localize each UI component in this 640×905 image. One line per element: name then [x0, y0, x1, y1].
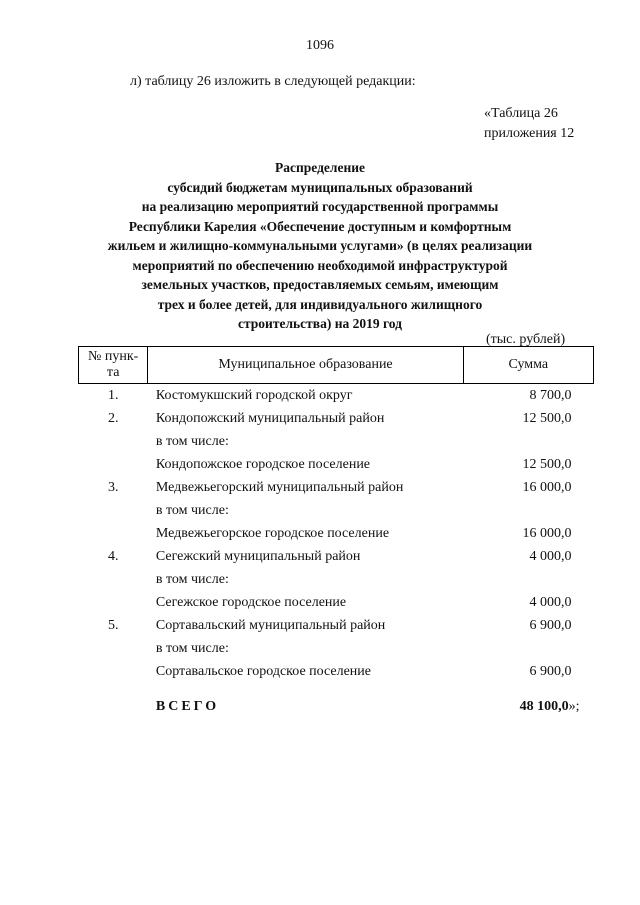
row-sum: 6 900,0 — [529, 617, 572, 633]
row-municipality: в том числе: — [155, 502, 229, 518]
row-number — [79, 430, 148, 453]
row-municipality: в том числе: — [155, 640, 229, 656]
table-row — [79, 568, 594, 591]
total-label-cell — [148, 695, 463, 718]
table-body — [79, 384, 594, 719]
row-sum: 6 900,0 — [529, 663, 572, 679]
table-row — [79, 660, 594, 683]
heading-line: жильем и жилищно-коммунальными услугами» (в целях реализации — [107, 238, 533, 253]
table-row — [79, 453, 594, 476]
table-row — [79, 522, 594, 545]
row-municipality: Кондопожское городское поселение — [155, 456, 371, 472]
row-municipality: Сортавальский муниципальный район — [155, 617, 386, 633]
row-sum: 4 000,0 — [529, 594, 572, 610]
table-row — [79, 476, 594, 499]
table-row — [79, 614, 594, 637]
header-number-line2: та — [106, 365, 120, 380]
row-number: 5. — [107, 617, 119, 633]
row-number — [79, 591, 148, 614]
row-sum: 12 500,0 — [522, 410, 572, 426]
row-number — [79, 637, 148, 660]
total-suffix: »; — [568, 698, 580, 714]
intro-text: л) таблицу 26 изложить в следующей редакции: — [130, 74, 416, 89]
row-municipality: Сортавальское городское поселение — [155, 663, 371, 679]
row-number: 4. — [107, 548, 119, 564]
units-label: (тыс. рублей) — [486, 332, 566, 347]
row-number — [79, 453, 148, 476]
spacer-row — [79, 683, 594, 695]
row-sum: 12 500,0 — [522, 456, 572, 472]
total-number — [79, 695, 148, 718]
header-number — [79, 347, 148, 384]
table-row — [79, 637, 594, 660]
row-sum — [463, 430, 593, 453]
heading-line: на реализацию мероприятий государственной программы — [141, 199, 499, 214]
total-label: ВСЕГО — [155, 698, 220, 714]
document-heading — [60, 158, 580, 334]
heading-line: субсидий бюджетам муниципальных образований — [167, 179, 473, 195]
row-sum — [463, 499, 593, 522]
heading-line: строительства) на 2019 год — [238, 316, 402, 331]
total-sum-cell — [463, 695, 593, 718]
heading-line: Распределение — [274, 160, 366, 175]
table-reference — [484, 104, 574, 144]
heading-line: Республики Карелия «Обеспечение доступным и комфортным — [128, 218, 512, 234]
row-sum: 16 000,0 — [522, 479, 572, 495]
table-row — [79, 430, 594, 453]
subsidy-table — [78, 346, 594, 718]
header-number-line1: № пунк- — [88, 349, 139, 364]
row-municipality: Кондопожский муниципальный район — [155, 410, 385, 426]
row-sum: 8 700,0 — [529, 387, 572, 403]
row-municipality: Сегежский муниципальный район — [155, 548, 361, 564]
page-number: 1096 — [306, 38, 334, 53]
row-sum — [463, 568, 593, 591]
table-row — [79, 499, 594, 522]
row-sum — [463, 637, 593, 660]
row-number — [79, 499, 148, 522]
row-number: 3. — [107, 479, 119, 495]
heading-line: трех и более детей, для индивидуального жилищного — [157, 296, 483, 312]
row-number — [79, 660, 148, 683]
header-sum: Сумма — [463, 347, 593, 384]
table-row — [79, 407, 594, 430]
row-number — [79, 568, 148, 591]
row-municipality: Медвежьегорский муниципальный район — [155, 479, 404, 495]
reference-line: «Таблица 26 — [484, 106, 558, 121]
table-header-row — [79, 347, 594, 384]
total-sum: 48 100,0 — [519, 698, 569, 714]
row-number: 2. — [107, 410, 119, 426]
table-row — [79, 591, 594, 614]
row-municipality: Сегежское городское поселение — [155, 594, 347, 610]
row-sum: 4 000,0 — [529, 548, 572, 564]
spacer-cell — [79, 683, 594, 695]
table-row — [79, 545, 594, 568]
row-number — [79, 522, 148, 545]
table-row — [79, 384, 594, 408]
reference-line: приложения 12 — [484, 126, 575, 141]
row-municipality: в том числе: — [155, 433, 229, 449]
heading-line: мероприятий по обеспечению необходимой инфраструктурой — [132, 257, 508, 273]
total-row — [79, 695, 594, 718]
row-sum: 16 000,0 — [522, 525, 572, 541]
row-municipality: в том числе: — [155, 571, 229, 587]
heading-line: земельных участков, предоставляемых семьям, имеющим — [141, 277, 499, 292]
header-municipality: Муниципальное образование — [148, 347, 463, 384]
row-number: 1. — [107, 387, 119, 403]
row-municipality: Костомукшский городской округ — [155, 387, 353, 403]
row-municipality: Медвежьегорское городское поселение — [155, 525, 390, 541]
